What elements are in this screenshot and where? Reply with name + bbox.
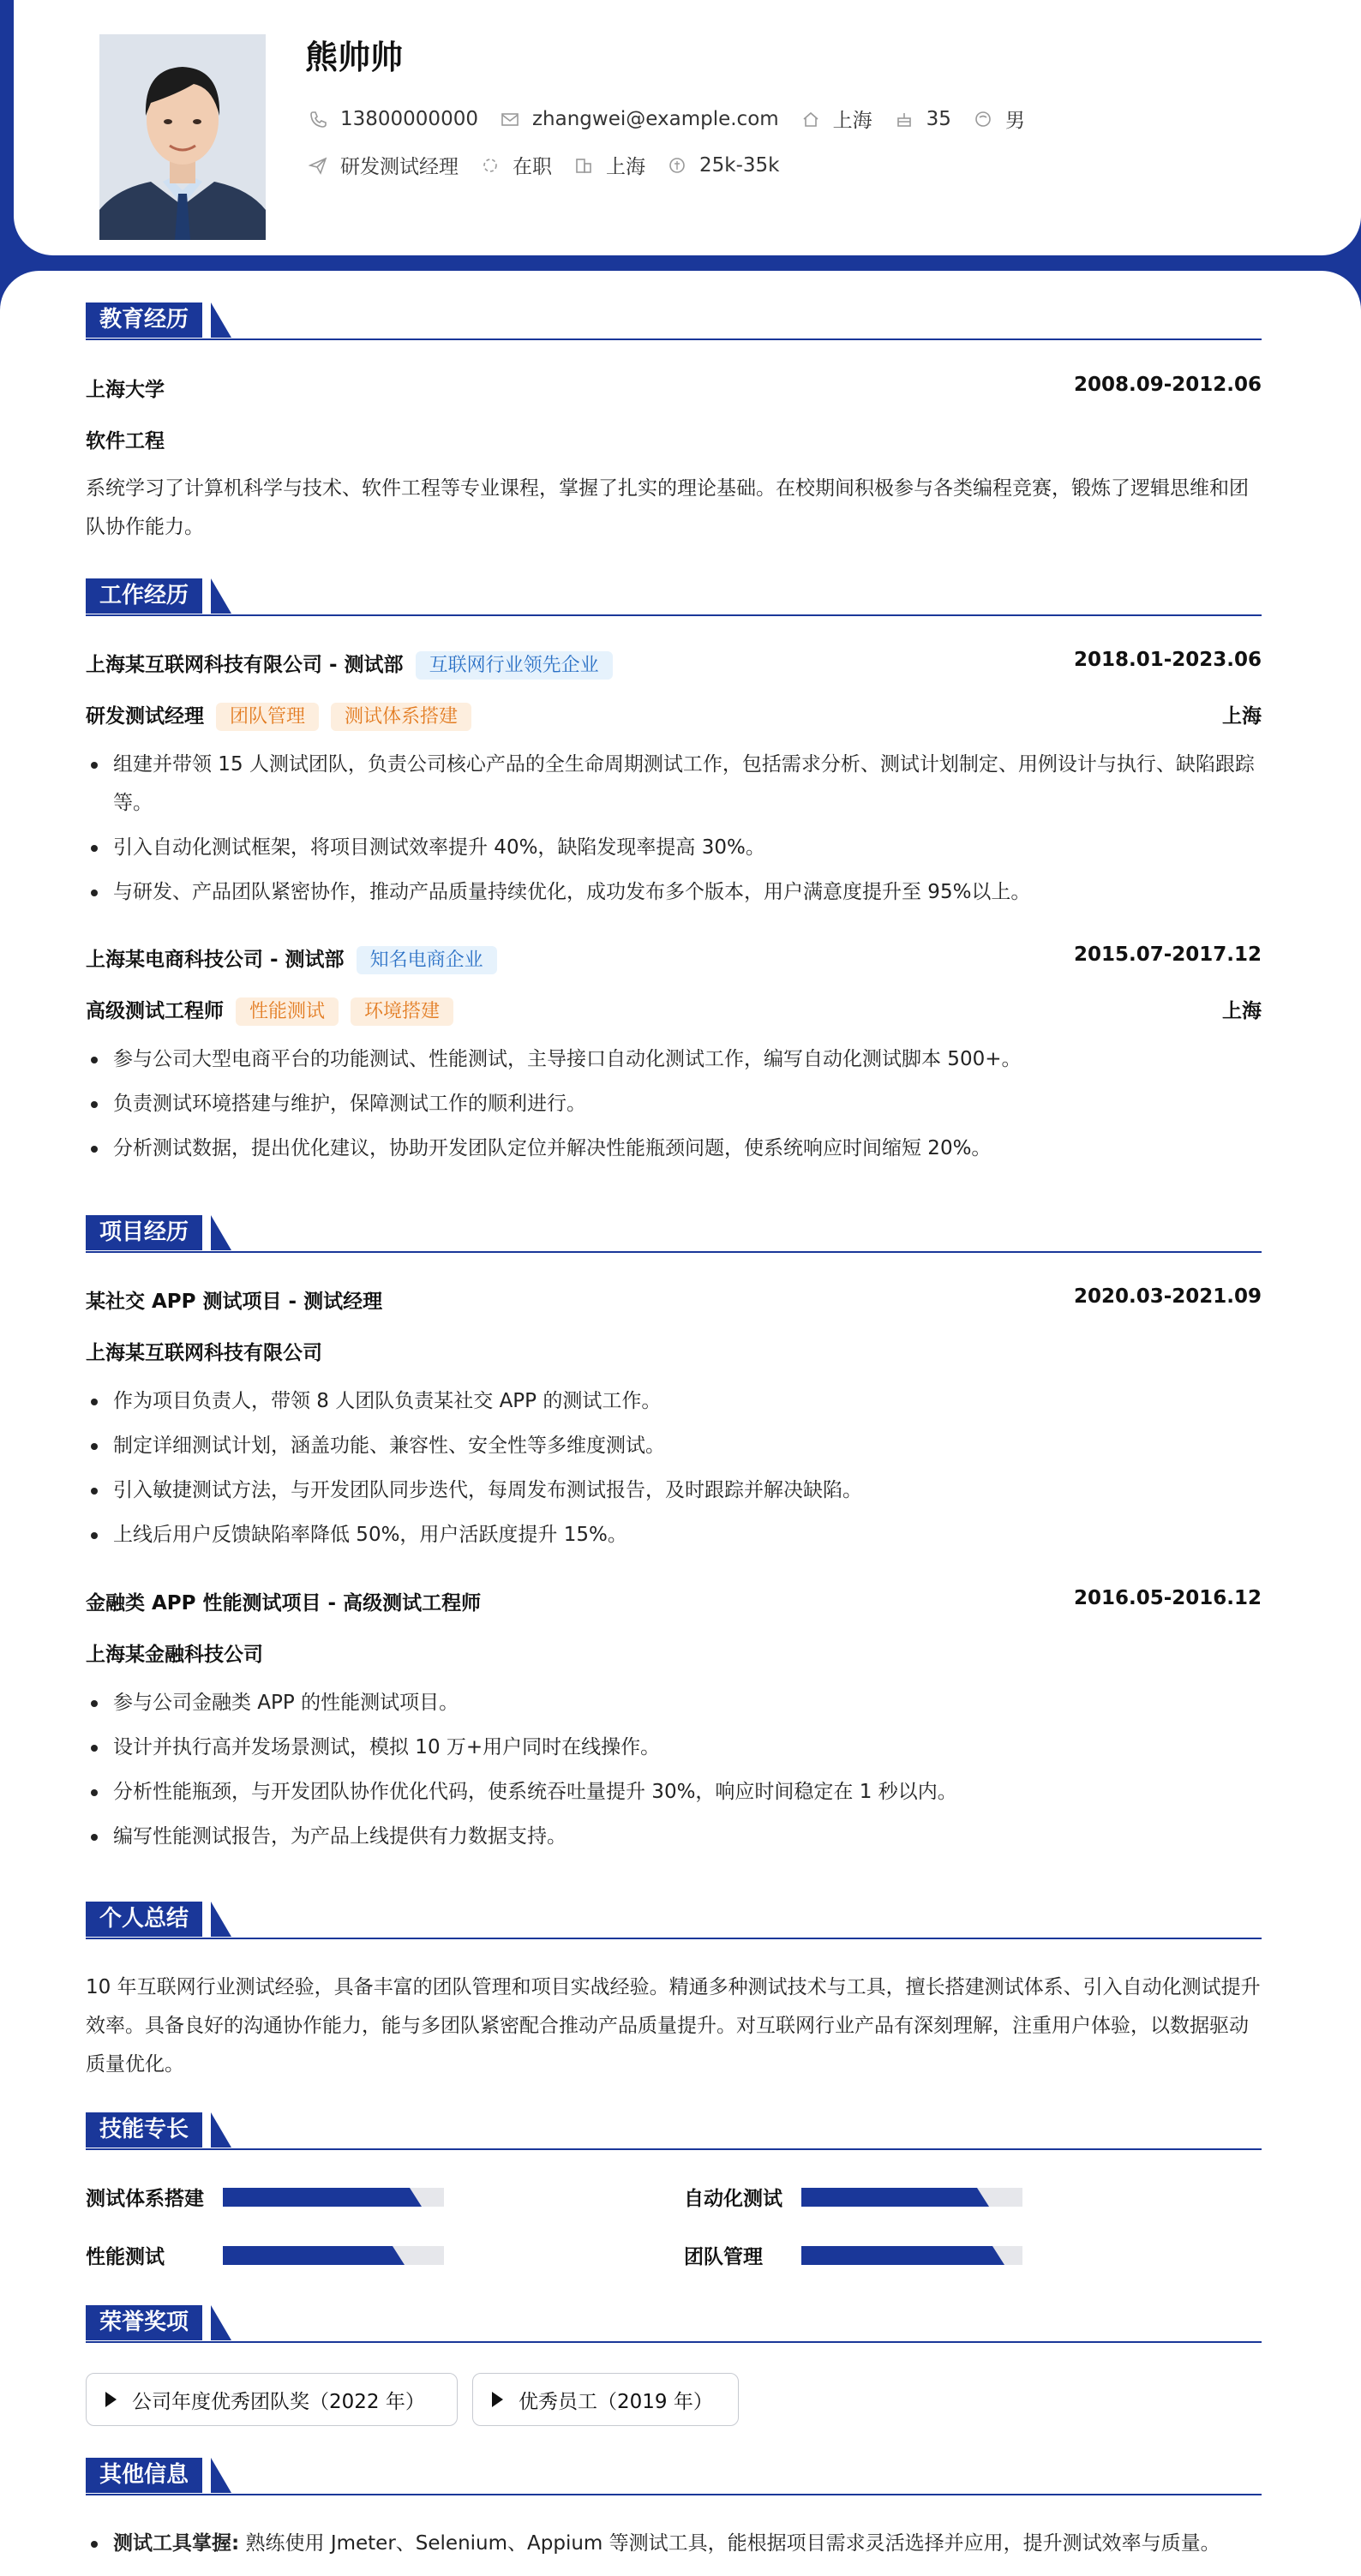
work-city: 上海 [1222,705,1262,728]
work-city: 上海 [1222,1000,1262,1022]
section-work [86,578,1262,616]
school-name: 上海大学 [86,379,165,401]
project-period: 2016.05-2016.12 [1073,1587,1262,1609]
candidate-name: 熊帅帅 [305,39,404,76]
phone-icon [309,110,327,129]
list-item: 设计并执行高并发场景测试，模拟 10 万+用户同时在线操作。 [86,1728,1262,1767]
list-item: 制定详细测试计划，涵盖功能、兼容性、安全性等多维度测试。 [86,1427,1262,1465]
honor-text: 优秀员工（2019 年） [519,2390,713,2413]
status-text: 在职 [513,156,552,178]
project-title: 金融类 APP 性能测试项目 - 高级测试工程师 [86,1592,482,1614]
section-project [86,1215,1262,1253]
section-title: 教育经历 [86,303,202,338]
skill-bar-tip [977,2188,989,2207]
project-title-row [86,1285,1262,1314]
work-role-row [86,700,1262,731]
role-tag: 测试体系搭建 [331,703,471,731]
work-company-row [86,649,1262,680]
section-education [86,303,1262,340]
role-tag: 环境搭建 [351,997,453,1026]
skill-bar [223,2188,444,2207]
section-title: 技能专长 [86,2112,202,2148]
section-title-slant [211,2112,231,2148]
list-item: 负责测试环境搭建与维护，保障测试工作的顺利进行。 [86,1085,1262,1123]
job-text: 研发测试经理 [340,156,459,178]
work-company: 上海某互联网科技有限公司 - 测试部 [86,654,404,676]
education-period: 2008.09-2012.06 [1073,374,1262,396]
honor-text: 公司年度优秀团队奖（2022 年） [132,2390,425,2413]
email-item [501,108,779,130]
other-text: 熟练使用 Jmeter、Selenium、Appium 等测试工具，能根据项目需求灵活选择并应用，提升测试效率与质量。 [245,2532,1220,2555]
section-skills [86,2112,1262,2150]
avatar [99,34,266,240]
status-icon [481,156,500,175]
skill-bar-fill [801,2246,992,2265]
list-item: 分析测试数据，提出优化建议，协助开发团队定位并解决性能瓶颈问题，使系统响应时间缩短 20%。 [86,1129,1262,1168]
summary-text: 10 年互联网行业测试经验，具备丰富的团队管理和项目实战经验。精通多种测试技术与工具，擅长搭建测试体系、引入自动化测试提升效率。具备良好的沟通协作能力，能与多团队紧密配合推动产品质量提升。对互联网行业产品有深刻理解，注重用户体验，以数据驱动质量优化。 [86,1976,1261,2076]
work-company-row [86,944,1262,974]
project-period: 2020.03-2021.09 [1073,1285,1262,1308]
section-summary [86,1902,1262,1939]
section-title-slant [211,1215,231,1250]
work-role-row [86,995,1262,1026]
education-school-row [86,374,1262,402]
target-city-text: 上海 [606,156,645,178]
phone-text: 13800000000 [340,107,478,130]
play-triangle-icon [105,2392,117,2407]
contact-row [309,105,1047,133]
cake-icon [895,110,914,129]
home-icon [801,110,820,129]
coin-icon [668,156,686,175]
list-item: 组建并带领 15 人测试团队，负责公司核心产品的全生命周期测试工作，包括需求分析、测试计划制定、用例设计与执行、缺陷跟踪等。 [86,746,1262,823]
skill-bar [223,2246,444,2265]
company-tag: 知名电商企业 [357,946,497,974]
intent-row [309,151,801,179]
section-title: 个人总结 [86,1902,202,1937]
salary-item [668,154,779,177]
email-text: zhangwei@example.com [531,107,779,130]
company-tag: 互联网行业领先企业 [416,651,613,680]
target-city-item [574,151,645,179]
section-title: 工作经历 [86,578,202,614]
skill-bar-fill [801,2188,977,2207]
section-title-slant [211,303,231,338]
building-icon [574,156,593,175]
honor-item [86,2373,458,2426]
skill-bar-tip [410,2188,422,2207]
work-company: 上海某电商科技公司 - 测试部 [86,949,345,971]
list-item: 参与公司大型电商平台的功能测试、性能测试，主导接口自动化测试工作，编写自动化测试脚本 500+。 [86,1040,1262,1079]
section-title-slant [211,1902,231,1937]
list-item: 参与公司金融类 APP 的性能测试项目。 [86,1684,1262,1722]
project-title: 某社交 APP 测试项目 - 测试经理 [86,1291,383,1313]
skill-bar [801,2246,1022,2265]
education-description: 系统学习了计算机科学与技术、软件工程等专业课程，掌握了扎实的理论基础。在校期间积极参与各类编程竞赛，锻炼了逻辑思维和团队协作能力。 [86,477,1249,538]
section-other [86,2458,1262,2495]
role-tag: 性能测试 [236,997,339,1026]
section-title-slant [211,578,231,614]
status-item [481,151,552,179]
section-honors [86,2305,1262,2343]
list-item: 与研发、产品团队紧密协作，推动产品质量持续优化，成功发布多个版本，用户满意度提升至 95%以上。 [86,873,1262,912]
project-title-row [86,1587,1262,1615]
list-item: 编写性能测试报告，为产品上线提供有力数据支持。 [86,1818,1262,1856]
work-period: 2018.01-2023.06 [1073,649,1262,671]
work-role: 高级测试工程师 [86,1000,224,1022]
skill-bar-tip [992,2246,1004,2265]
skill-bar-fill [223,2246,393,2265]
skill-name: 自动化测试 [684,2188,782,2210]
phone-item [309,108,478,130]
skill-bar-fill [223,2188,410,2207]
list-item [86,2525,1262,2563]
role-tag: 团队管理 [216,703,319,731]
mail-icon [501,110,519,129]
gender-text: 男 [1004,110,1025,132]
send-icon [309,156,327,175]
list-item: 引入自动化测试框架，将项目测试效率提升 40%，缺陷发现率提高 30%。 [86,829,1262,867]
profile-header [14,0,1361,255]
work-period: 2015.07-2017.12 [1073,944,1262,966]
project-company: 上海某互联网科技有限公司 [86,1342,322,1364]
list-item: 上线后用户反馈缺陷率降低 50%，用户活跃度提升 15%。 [86,1516,1262,1555]
gender-icon [974,110,992,129]
city-item [801,105,872,133]
resume-body [0,271,1361,2576]
section-title: 项目经历 [86,1215,202,1250]
skill-name: 测试体系搭建 [86,2188,204,2210]
job-item [309,151,459,179]
section-title: 荣誉奖项 [86,2305,202,2340]
age-item [895,108,951,130]
play-triangle-icon [492,2392,503,2407]
section-title-slant [211,2305,231,2340]
list-item: 分析性能瓶颈，与开发团队协作优化代码，使系统吞吐量提升 30%，响应时间稳定在 1 秒以内。 [86,1773,1262,1812]
skill-bar [801,2188,1022,2207]
honor-item [472,2373,739,2426]
work-role: 研发测试经理 [86,705,204,728]
section-title-slant [211,2458,231,2493]
age-text: 35 [926,107,951,130]
gender-item [974,105,1025,133]
other-label: 测试工具掌握: [113,2532,240,2555]
section-title: 其他信息 [86,2458,202,2493]
list-item: 作为项目负责人，带领 8 人团队负责某社交 APP 的测试工作。 [86,1382,1262,1421]
list-item: 引入敏捷测试方法，与开发团队同步迭代，每周发布测试报告，及时跟踪并解决缺陷。 [86,1471,1262,1510]
skill-bar-tip [393,2246,405,2265]
education-major: 软件工程 [86,430,165,452]
skill-name: 性能测试 [86,2246,165,2268]
project-company: 上海某金融科技公司 [86,1644,263,1666]
city-text: 上海 [832,110,872,132]
skill-name: 团队管理 [684,2246,763,2268]
salary-text: 25k-35k [699,153,780,177]
